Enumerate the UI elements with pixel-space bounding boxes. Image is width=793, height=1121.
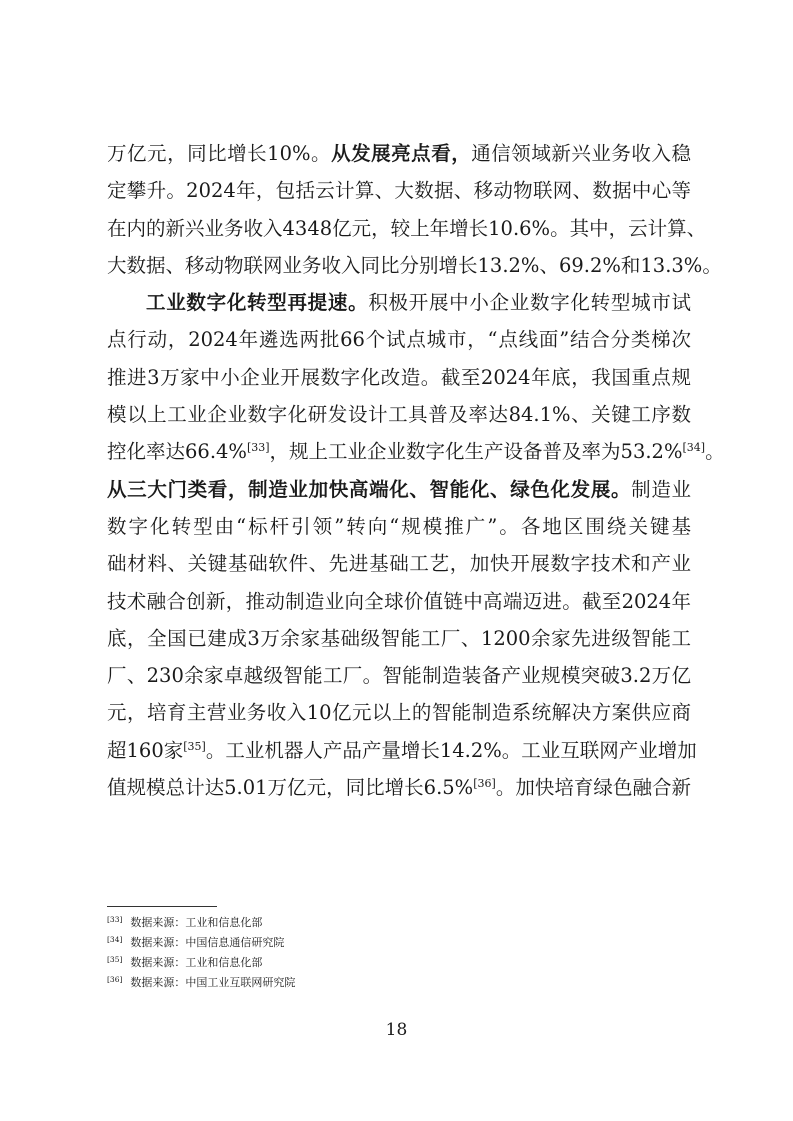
footnote-divider [107,906,217,907]
footnote: [33] 数据来源：工业和信息化部 [107,915,263,929]
footnote: [34] 数据来源：中国信息通信研究院 [107,935,285,949]
text-line: 大数据、移动物联网业务收入同比分别增长13.2%、69.2%和13.3%。 [107,253,722,277]
text-line: 模以上工业企业数字化研发设计工具普及率达84.1%、关键工序数 [107,403,691,427]
footnote-ref[interactable]: [36] [473,777,496,791]
text-line: 推进3万家中小企业开展数字化改造。截至2024年底，我国重点规 [107,365,691,389]
text-line: 超160家[35]。工业机器人产品产量增长14.2%。工业互联网产业增加 [107,738,697,762]
text-line: 点行动，2024年遴选两批66个试点城市，“点线面”结合分类梯次 [107,328,691,352]
page-number: 18 [385,1020,408,1040]
footnote-ref[interactable]: [34] [682,441,706,455]
footnotes [107,913,507,993]
text-line: 工业数字化转型再提速。积极开展中小企业数字化转型城市试 [146,291,691,315]
text-line: 在内的新兴业务收入4348亿元，较上年增长10.6%。其中，云计算、 [107,216,707,240]
footnote-ref[interactable]: [35] [183,739,206,753]
section-heading: 工业数字化转型再提速。 [146,291,369,315]
footnote: [36] 数据来源：中国工业互联网研究院 [107,975,296,989]
highlight-heading: 从发展亮点看， [331,142,472,165]
footnote: [35] 数据来源：工业和信息化部 [107,955,263,969]
body-text [107,135,725,806]
text-line: 数字化转型由“标杆引领”转向“规模推广”。各地区围绕关键基 [107,514,691,538]
text-line: 从三大门类看，制造业加快高端化、智能化、绿色化发展。制造业 [107,477,691,501]
text-line: 控化率达66.4%[33]，规上工业企业数字化生产设备普及率为53.2%[34]。 [107,440,725,464]
text-line: 万亿元，同比增长10%。从发展亮点看，通信领域新兴业务收入稳 [107,142,691,165]
text-line: 值规模总计达5.01万亿元，同比增长6.5%[36]。加快培育绿色融合新 [107,776,691,800]
text-line: 础材料、关键基础软件、先进基础工艺，加快开展数字技术和产业 [107,552,691,576]
text-line: 定攀升。2024年，包括云计算、大数据、移动物联网、数据中心等 [107,179,691,203]
text-line: 底，全国已建成3万余家基础级智能工厂、1200余家先进级智能工 [107,626,691,650]
text-line: 厂、230余家卓越级智能工厂。智能制造装备产业规模突破3.2万亿 [107,664,691,688]
text-line: 元，培育主营业务收入10亿元以上的智能制造系统解决方案供应商 [107,701,691,725]
footnote-ref[interactable]: [33] [246,441,270,455]
highlight-heading: 从三大门类看，制造业加快高端化、智能化、绿色化发展。 [107,477,632,501]
text-line: 技术融合创新，推动制造业向全球价值链中高端迈进。截至2024年 [107,589,691,613]
